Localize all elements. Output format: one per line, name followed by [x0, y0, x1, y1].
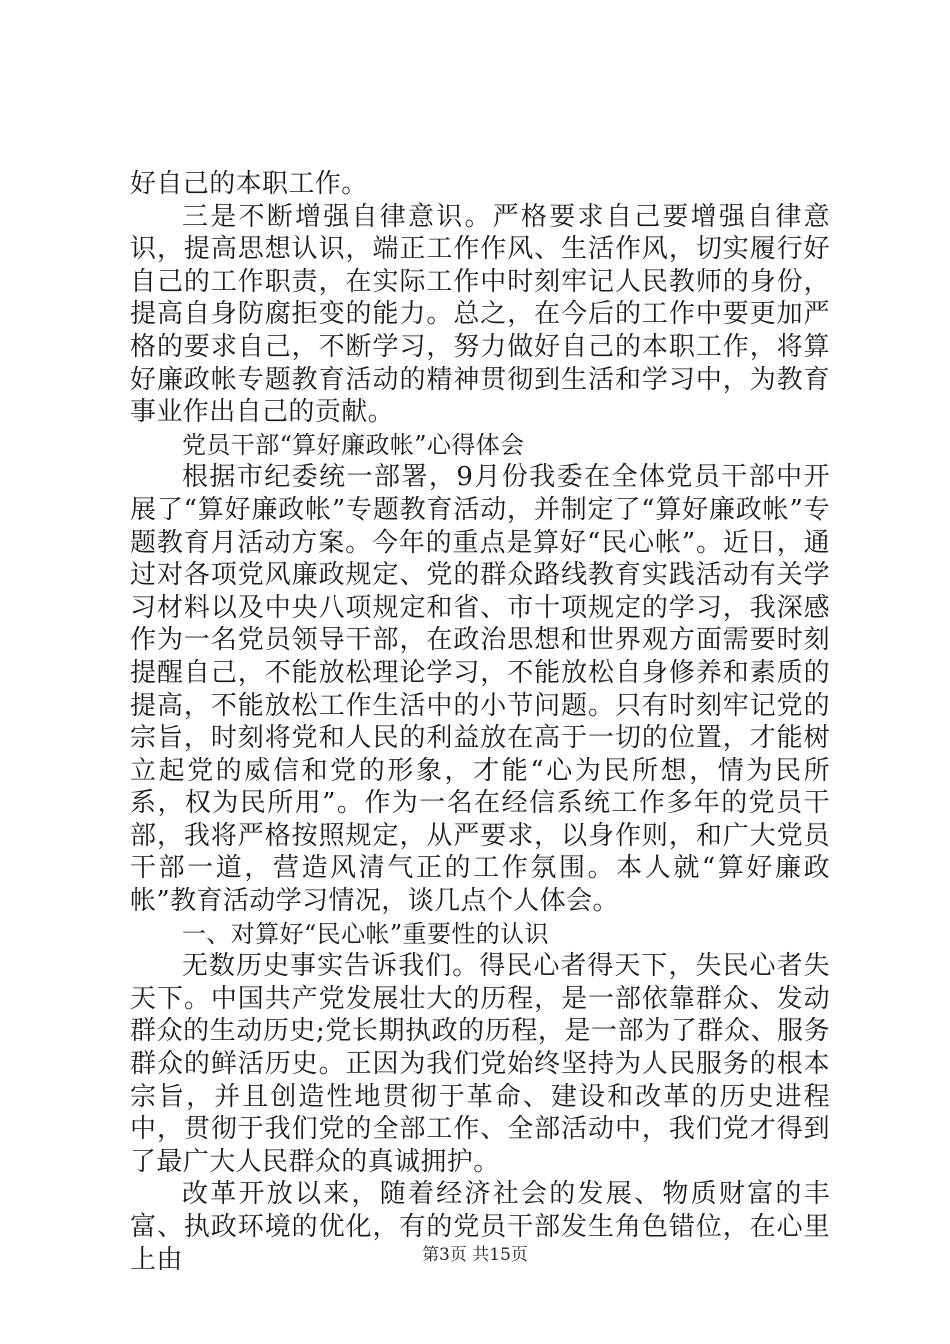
- paragraph-continuation: 好自己的本职工作。: [130, 169, 368, 199]
- paragraph-reform: 改革开放以来，随着经济社会的发展、物质财富的丰富、执政环境的优化，有的党员干部发生角色错位，在心里上由: [130, 1179, 830, 1275]
- page-number-footer: 第3页 共15页: [422, 1245, 528, 1265]
- paragraph-intro: 根据市纪委统一部署，9月份我委在全体党员干部中开展了“算好廉政帐”专题教育活动，并制定了“算好廉政帐”专题教育月活动方案。今年的重点是算好“民心帐”。近日，通过对各项党风廉政规定、党的群众路线教育实践活动有关学习材料以及中央八项规定和省、市十项规定的学习，我深感作为一名党员领导干部，在政治思想和世界观方面需要时刻提醒自己，不能放松理论学习，不能放松自身修养和素质的提高，不能放松工作生活中的小节问题。只有时刻牢记党的宗旨，时刻将党和人民的利益放在高于一切的位置，才能树立起党的威信和党的形象，才能“心为民所想，情为民所系，权为民所用”。作为一名在经信系统工作多年的党员干部，我将严格按照规定，从严要求，以身作则，和广大党员干部一道，营造风清气正的工作氛围。本人就“算好廉政帐”教育活动学习情况，谈几点个人体会。: [130, 462, 830, 917]
- subsection-heading: 一、对算好“民心帐”重要性的认识: [182, 919, 549, 948]
- paragraph-history: 无数历史事实告诉我们。得民心者得天下，失民心者失天下。中国共产党发展壮大的历程，是一部依靠群众、发动群众的生动历史;党长期执政的历程，是一部为了群众、服务群众的鲜活历史。正因为我们党始终坚持为人民服务的根本宗旨，并且创造性地贯彻于革命、建设和改革的历史进程中，贯彻于我们党的全部工作、全部活动中，我们党才得到了最广大人民群众的真诚拥护。: [130, 951, 830, 1177]
- section-title: 党员干部“算好廉政帐”心得体会: [182, 430, 525, 459]
- document-body: [130, 168, 830, 1276]
- paragraph-self-discipline: 三是不断增强自律意识。严格要求自己要增强自律意识，提高思想认识，端正工作作风、生活作风，切实履行好自己的工作职责，在实际工作中时刻牢记人民教师的身份，提高自身防腐拒变的能力。总之，在今后的工作中要更加严格的要求自己，不断学习，努力做好自己的本职工作，将算好廉政帐专题教育活动的精神贯彻到生活和学习中，为教育事业作出自己的贡献。: [130, 201, 830, 428]
